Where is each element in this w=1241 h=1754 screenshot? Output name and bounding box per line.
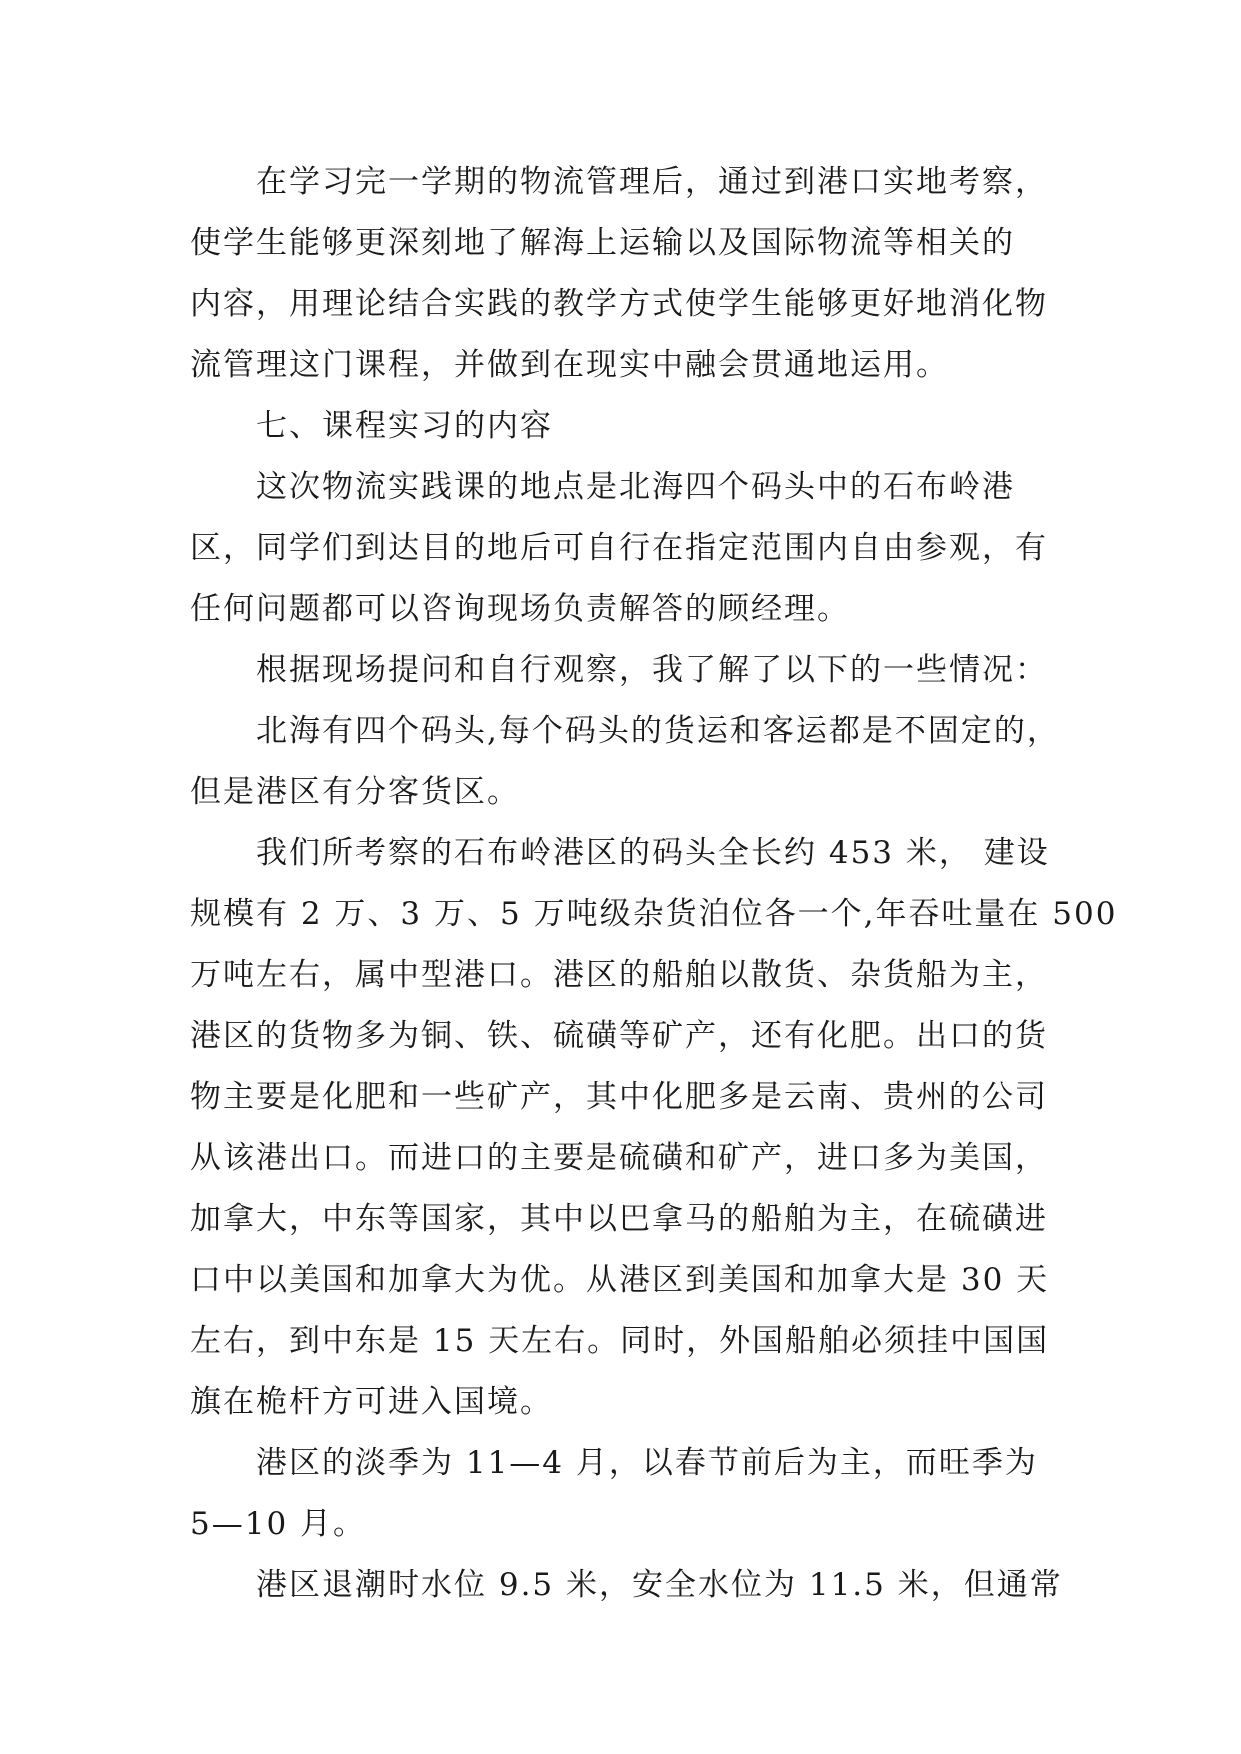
paragraph-line: 港区的淡季为 11—4 月，以春节前后为主，而旺季为	[256, 1445, 1038, 1481]
paragraph-line: 左右，到中东是 15 天左右。同时，外国船舶必须挂中国国	[190, 1323, 1050, 1359]
paragraph-line: 5—10 月。	[190, 1506, 367, 1542]
paragraph-line: 口中以美国和加拿大为优。从港区到美国和加拿大是 30 天	[190, 1262, 1050, 1298]
paragraph-line: 我们所考察的石布岭港区的码头全长约 453 米， 建设	[256, 835, 1050, 871]
paragraph-line: 从该港出口。而进口的主要是硫磺和矿产，进口多为美国，	[190, 1140, 1048, 1176]
paragraph-line: 在学习完一学期的物流管理后，通过到港口实地考察，	[256, 164, 1048, 200]
document-body	[190, 152, 1118, 1616]
paragraph-line: 内容，用理论结合实践的教学方式使学生能够更好地消化物	[190, 286, 1048, 322]
paragraph-line: 万吨左右，属中型港口。港区的船舶以散货、杂货船为主，	[190, 957, 1048, 993]
paragraph-line: 北海有四个码头,每个码头的货运和客运都是不固定的，	[256, 713, 1060, 749]
paragraph-line: 但是港区有分客货区。	[190, 774, 520, 810]
paragraph-line: 旗在桅杆方可进入国境。	[190, 1384, 553, 1420]
paragraph-line: 物主要是化肥和一些矿产，其中化肥多是云南、贵州的公司	[190, 1079, 1048, 1115]
paragraph-line: 流管理这门课程，并做到在现实中融会贯通地运用。	[190, 347, 949, 383]
paragraph-line: 加拿大，中东等国家，其中以巴拿马的船舶为主，在硫磺进	[190, 1201, 1048, 1237]
paragraph-line: 根据现场提问和自行观察，我了解了以下的一些情况：	[256, 652, 1048, 688]
section-heading: 七、课程实习的内容	[256, 408, 553, 444]
paragraph-line: 使学生能够更深刻地了解海上运输以及国际物流等相关的	[190, 225, 1015, 261]
paragraph-line: 港区退潮时水位 9.5 米，安全水位为 11.5 米，但通常	[256, 1567, 1063, 1603]
paragraph-line: 区，同学们到达目的地后可自行在指定范围内自由参观，有	[190, 530, 1048, 566]
paragraph-line: 规模有 2 万、3 万、5 万吨级杂货泊位各一个,年吞吐量在 500	[190, 896, 1118, 932]
paragraph-line: 任何问题都可以咨询现场负责解答的顾经理。	[190, 591, 850, 627]
paragraph-line: 港区的货物多为铜、铁、硫磺等矿产，还有化肥。出口的货	[190, 1018, 1048, 1054]
paragraph-line: 这次物流实践课的地点是北海四个码头中的石布岭港	[256, 469, 1015, 505]
